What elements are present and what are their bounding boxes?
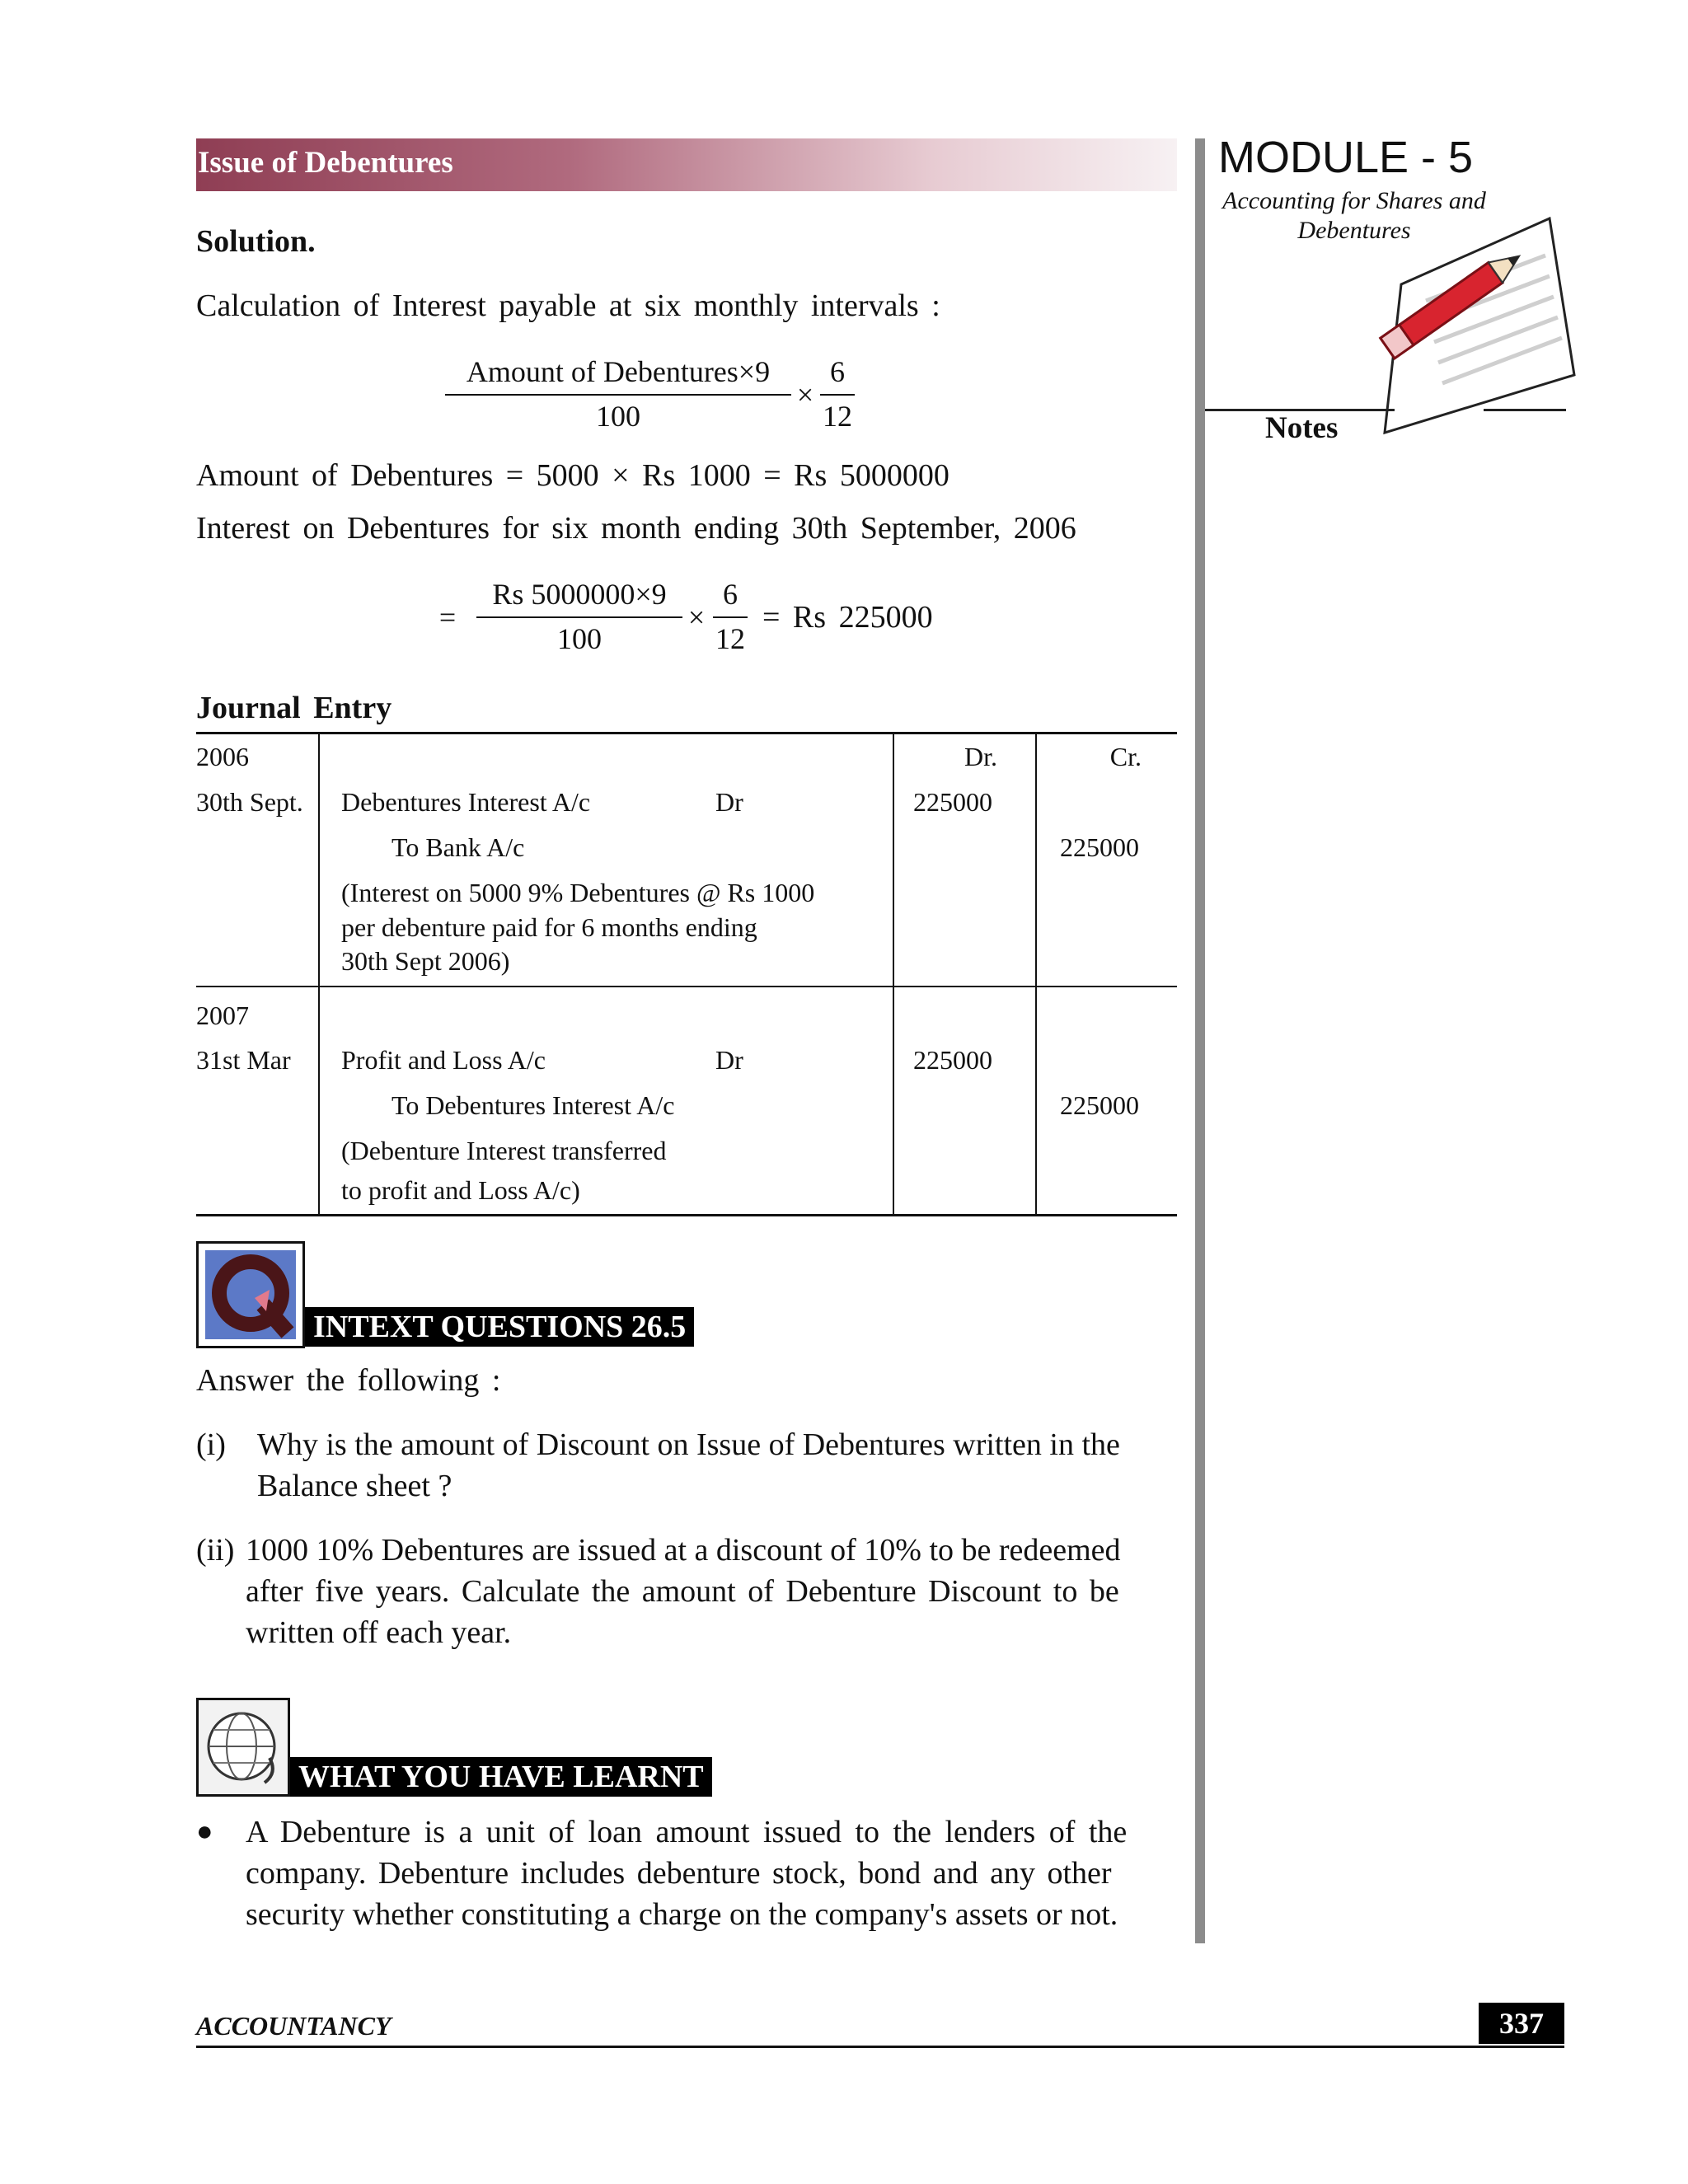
journal-col-divider-1	[318, 732, 320, 1216]
entry2-narration-2: to profit and Loss A/c)	[341, 1175, 580, 1205]
journal-title: Journal Entry	[196, 691, 392, 725]
notes-rule-right	[1484, 409, 1566, 411]
entry1-year: 2006	[196, 742, 249, 771]
calc-result: = Rs 225000	[762, 600, 933, 635]
entry2-debit-account: Profit and Loss A/c	[341, 1045, 546, 1075]
notes-pencil-icon	[1352, 210, 1582, 441]
journal-head-dr: Dr.	[964, 742, 997, 771]
entry1-dr-amount: 225000	[913, 787, 992, 817]
amount-line: Amount of Debentures = 5000 × Rs 1000 = Rs 5000000	[196, 458, 950, 493]
entry2-year: 2007	[196, 1001, 249, 1030]
journal-col-divider-2	[893, 732, 894, 1216]
interest-line: Interest on Debentures for six month ending 30th September, 2006	[196, 511, 1076, 546]
footer-subject: ACCOUNTANCY	[196, 2011, 392, 2041]
entry1-credit-account: To Bank A/c	[392, 832, 525, 862]
formula-fraction-bar	[445, 394, 791, 396]
question-2-line-2: after five years. Calculate the amount of Debenture Discount to be	[246, 1574, 1119, 1609]
entry2-narration-1: (Debenture Interest transferred	[341, 1136, 667, 1165]
calc-frac-den: 12	[715, 622, 745, 655]
entry1-narration-3: 30th Sept 2006)	[341, 946, 510, 976]
question-2-line-1: 1000 10% Debentures are issued at a discount of 10% to be redeemed	[246, 1533, 1121, 1568]
solution-intro: Calculation of Interest payable at six monthly intervals :	[196, 288, 940, 323]
formula-frac-bar	[820, 394, 855, 396]
section-header-title: Issue of Debentures	[198, 146, 453, 180]
entry1-narration-1: (Interest on 5000 9% Debentures @ Rs 1000	[341, 878, 815, 907]
question-1-number: (i)	[196, 1427, 226, 1462]
intext-questions-title: INTEXT QUESTIONS 26.5	[305, 1307, 694, 1347]
module-title: MODULE - 5	[1218, 133, 1474, 182]
learnt-title: WHAT YOU HAVE LEARNT	[290, 1757, 712, 1797]
formula-frac-num: 6	[830, 355, 845, 388]
formula-denominator: 100	[596, 400, 640, 433]
formula-numerator: Amount of Debentures×9	[466, 355, 771, 388]
page-number: 337	[1479, 2003, 1564, 2044]
question-1-line-1: Why is the amount of Discount on Issue of Debentures written in the	[257, 1427, 1120, 1462]
calc-numerator: Rs 5000000×9	[492, 578, 667, 611]
module-subtitle-line-2: Debentures	[1297, 217, 1411, 244]
question-2-number: (ii)	[196, 1533, 235, 1568]
entry1-dr-tag: Dr	[715, 787, 743, 817]
notes-label: Notes	[1265, 411, 1339, 445]
entry1-debit-account: Debentures Interest A/c	[341, 787, 591, 817]
learnt-line-2: company. Debenture includes debenture stock, bond and any other	[246, 1856, 1112, 1891]
entry1-cr-amount: 225000	[1060, 832, 1139, 862]
formula-frac-den: 12	[823, 400, 852, 433]
calc-times: ×	[687, 601, 706, 634]
calc-equals: =	[438, 601, 457, 634]
entry1-narration-2: per debenture paid for 6 months ending	[341, 912, 757, 942]
learnt-line-1: A Debenture is a unit of loan amount issued to the lenders of the	[246, 1815, 1128, 1849]
margin-divider	[1195, 138, 1205, 1943]
footer-rule	[196, 2046, 1564, 2048]
formula-times: ×	[796, 378, 814, 411]
entry2-dr-amount: 225000	[913, 1045, 992, 1075]
entry2-dr-tag: Dr	[715, 1045, 743, 1075]
intext-prompt: Answer the following :	[196, 1363, 501, 1398]
journal-col-divider-3	[1035, 732, 1037, 1216]
question-2-line-3: written off each year.	[246, 1615, 512, 1650]
question-1-line-2: Balance sheet ?	[257, 1469, 452, 1503]
entry2-cr-amount: 225000	[1060, 1090, 1139, 1120]
question-q-icon	[196, 1241, 305, 1348]
calc-fraction-bar	[476, 616, 682, 618]
learnt-line-3: security whether constituting a charge on the company's assets or not.	[246, 1897, 1118, 1932]
entry2-credit-account: To Debentures Interest A/c	[392, 1090, 675, 1120]
learnt-bullet: ●	[196, 1816, 213, 1847]
calc-frac-num: 6	[723, 578, 738, 611]
journal-rule-mid	[196, 986, 1177, 987]
journal-head-cr: Cr.	[1109, 742, 1142, 771]
calc-denominator: 100	[557, 622, 602, 655]
calc-frac-bar	[713, 616, 748, 618]
journal-rule-top	[196, 732, 1177, 734]
section-header	[196, 138, 1177, 191]
learnt-globe-icon	[196, 1698, 290, 1797]
entry2-date: 31st Mar	[196, 1045, 291, 1075]
solution-heading: Solution.	[196, 224, 316, 259]
entry1-date: 30th Sept.	[196, 787, 303, 817]
module-subtitle-line-1: Accounting for Shares and	[1222, 187, 1486, 214]
journal-rule-bottom	[196, 1214, 1177, 1216]
